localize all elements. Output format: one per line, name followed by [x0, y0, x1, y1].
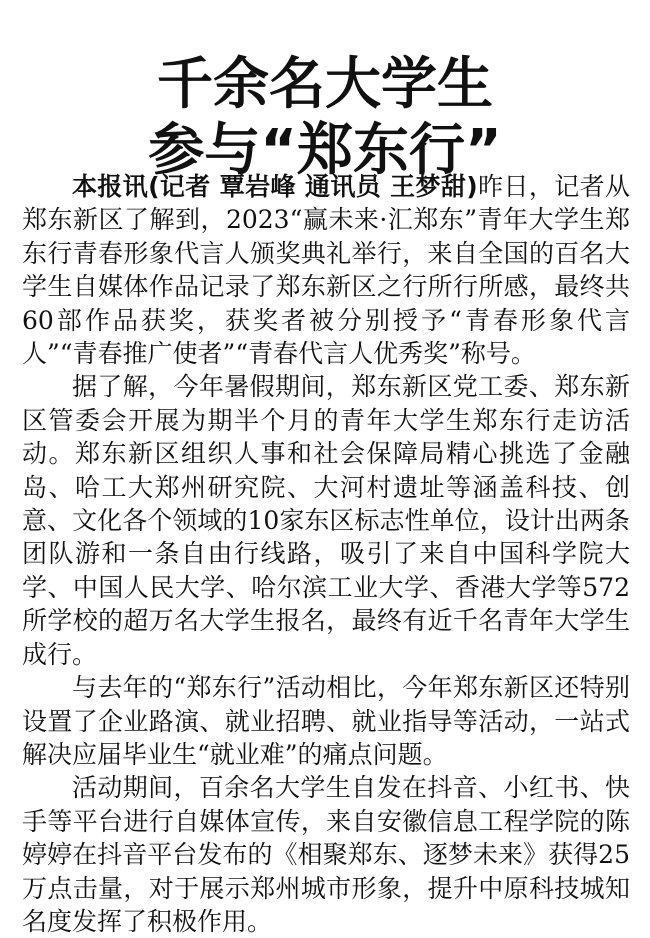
- byline: 本报讯(记者 覃岩峰 通讯员 王梦甜): [72, 172, 478, 201]
- article-headline: [0, 52, 650, 184]
- headline-line-1: 千余名大学生: [157, 51, 493, 117]
- paragraph-1-text: 昨日，记者从郑东新区了解到，2023“赢未来·汇郑东”青年大学生郑东行青春形象代言人颁奖典礼举行，来自全国的百名大学生自媒体作品记录了郑东新区之行所行所感，最终共60部作品获奖，获奖者被分别授予“青春形象代言人”“青春推广使者”“青春代言人优秀奖”称号。: [22, 172, 630, 369]
- paragraph-2: 据了解，今年暑假期间，郑东新区党工委、郑东新区管委会开展为期半个月的青年大学生郑东行走访活动。郑东新区组织人事和社会保障局精心挑选了金融岛、哈工大郑州研究院、大河村遗址等涵盖科技、创意、文化各个领域的10家东区标志性单位，设计出两条团队游和一条自由行线路，吸引了来自中国科学院大学、中国人民大学、哈尔滨工业大学、香港大学等572所学校的超万名大学生报名，最终有近千名青年大学生成行。: [22, 372, 630, 669]
- paragraph-1: [22, 170, 630, 370]
- headline-line-2: 参与“郑东行”: [148, 117, 502, 183]
- paragraph-4: 活动期间，百余名大学生自发在抖音、小红书、快手等平台进行自媒体宣传，来自安徽信息工程学院的陈婷婷在抖音平台发布的《相聚郑东、逐梦未来》获得25万点击量，对于展示郑州城市形象，提升中原科技城知名度发挥了积极作用。: [22, 773, 630, 936]
- paragraph-3: 与去年的“郑东行”活动相比，今年郑东新区还特别设置了企业路演、就业招聘、就业指导等活动，一站式解决应届毕业生“就业难”的痛点问题。: [22, 673, 630, 769]
- article-body: [22, 170, 630, 938]
